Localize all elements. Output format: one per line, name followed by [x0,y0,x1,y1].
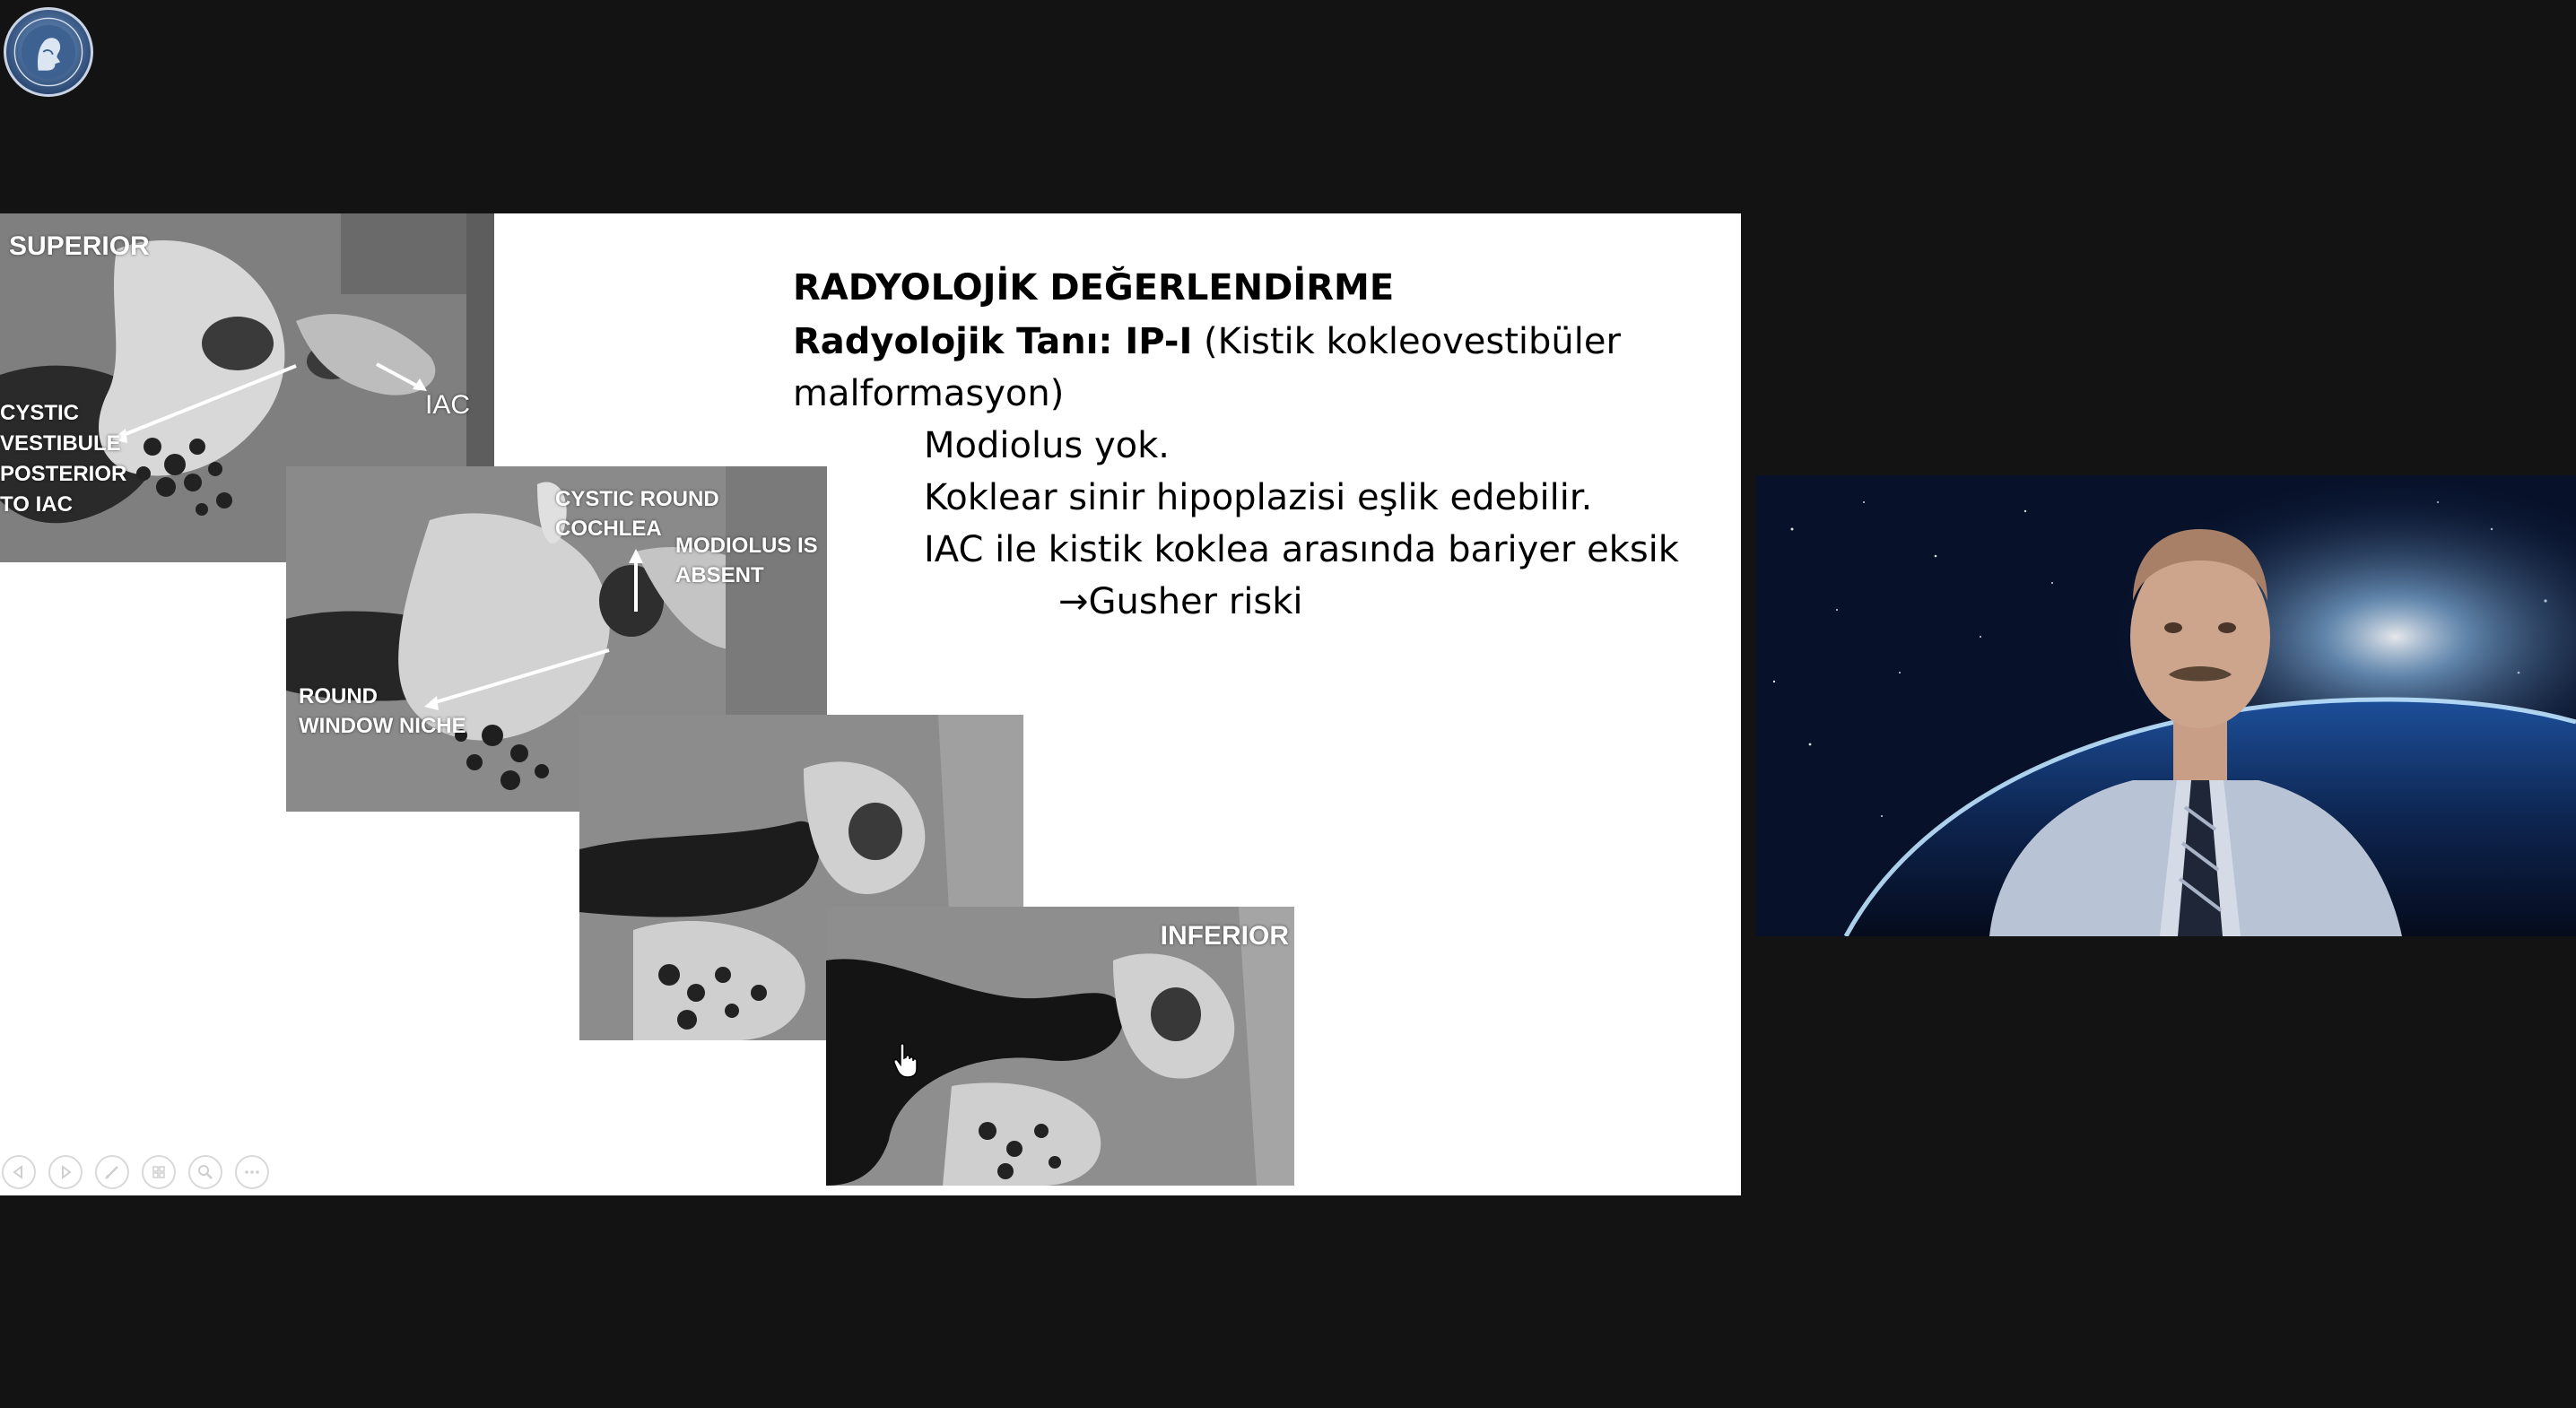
presenter-webcam [1756,475,2576,936]
slide-text [793,260,1726,628]
ct-label-cystic-vestibule [0,398,126,520]
ct-label-line: COCHLEA [555,517,662,541]
hand-cursor-icon [893,1042,920,1078]
ct-label-line: CYSTIC ROUND [555,487,719,511]
ct-label-line: CYSTIC [0,401,80,425]
ct-label-superior: SUPERIOR [9,231,150,261]
pen-icon[interactable] [95,1155,129,1189]
ct-label-inferior: INFERIOR [1160,921,1289,951]
diagnosis-description: (Kistik kokleovestibüler malformasyon) [793,321,1621,414]
presentation-slide [0,213,1741,1195]
bullet-iac-barrier: IAC ile kistik koklea arasında bariyer eksik [924,529,1679,570]
ct-label-line: TO IAC [0,492,73,517]
bullet-cochlear-nerve: Koklear sinir hipoplazisi eşlik edebilir. [924,477,1593,518]
institution-logo [4,7,93,97]
ct-label-round-window-niche [299,682,466,741]
ct-label-line: VESTIBULE [0,431,121,456]
ct-label-line: MODIOLUS IS [675,534,818,558]
next-icon[interactable] [48,1155,83,1189]
zoom-icon[interactable] [188,1155,222,1189]
bullet-modiolus: Modiolus yok. [924,425,1171,466]
more-icon[interactable] [235,1155,269,1189]
slides-grid-icon[interactable] [142,1155,176,1189]
diagnosis-label: Radyolojik Tanı: IP-I [793,321,1193,362]
seal-icon [6,10,91,94]
ct-label-line: ABSENT [675,563,764,587]
presentation-toolbar [0,1153,269,1191]
ct-label-line: POSTERIOR [0,462,127,486]
diagnosis-line [793,316,1726,420]
previous-icon[interactable] [2,1155,36,1189]
ct-label-iac: IAC [425,390,471,420]
slide-title: RADYOLOJİK DEĞERLENDİRME [793,267,1395,309]
ct-label-line: WINDOW NICHE [299,714,466,738]
bullet-gusher-risk: →Gusher riski [1058,581,1303,622]
ct-label-line: ROUND [299,684,378,708]
